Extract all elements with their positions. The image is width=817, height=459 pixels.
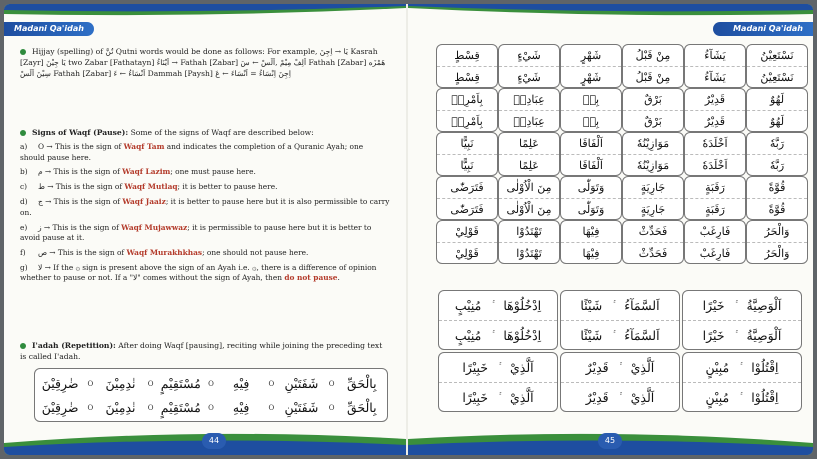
- page-number: 45: [598, 433, 622, 449]
- waqf-tam-sign: O: [268, 403, 275, 412]
- waqf-tam-sign: O: [87, 403, 94, 412]
- waqf-item: g) لا → If the ۞ sign is present above the sign of an Ayah i.e. ۞, there is a difference of opinion whether to pause or not. If a "لا" comes without the sign of Ayah, then do not pause.: [20, 262, 377, 283]
- waqf-tam-sign: O: [208, 403, 214, 412]
- bullet-icon: [20, 130, 26, 136]
- waqf-sign: [494, 363, 504, 372]
- phrase-cell: شَيْئًا اَلسَّمَآءُ شَيْئًا اَلسَّمَآءُ: [560, 290, 680, 350]
- waqf-sign: [735, 393, 745, 402]
- iadah-example-box: [34, 368, 388, 422]
- waqf-tam-sign: O: [328, 379, 335, 388]
- word-cell: يَشَآءُ يَشَآءُ: [684, 44, 746, 88]
- word-cell: قِسْطٍ قِسْطٍ: [436, 44, 498, 88]
- arabic-word: ضٰرِقِيْنَ: [41, 376, 79, 391]
- waqf-item: d) ج → This is the sign of Waqf Jaaiz; it is better to pause here but it is also permissible to carry on.: [20, 197, 390, 217]
- waqf-list: [20, 142, 390, 288]
- phrase-cell: قَدِيْرٌ اَلَّذِيْ قَدِيْرٌ اَلَّذِيْ: [560, 352, 680, 412]
- word-cell: نَبِيًّا نَبِيًّا: [436, 132, 498, 176]
- word-cell: قَدِيْرٌ قَدِيْرٌ: [684, 88, 746, 132]
- arabic-word: شَفَتَيْنِ: [284, 376, 319, 391]
- arabic-word: شَفَتَيْنِ: [284, 400, 319, 415]
- waqf-sign: [615, 363, 625, 372]
- waqf-tam-sign: O: [268, 379, 275, 388]
- phrase-cell: مُبِيْنٍ اِقْتُلُوْا مُبِيْنٍ اِقْتُلُوْا: [682, 352, 802, 412]
- waqf-item: b) م → This is the sign of Waqf Lazim; one must pause here.: [20, 167, 256, 177]
- word-cell: عَلِمًا عَلِمًا: [498, 132, 560, 176]
- word-cell: وَالْحَرُ وَالْحَرُ: [746, 220, 808, 264]
- word-cell: مَوَازِيْنُهٗ مَوَازِيْنُهٗ: [622, 132, 684, 176]
- arabic-word: مُسْتَقِيْمٍ: [160, 400, 201, 415]
- word-cell: جَارِيَةٍ جَارِيَةٍ: [622, 176, 684, 220]
- word-cell: تَهْتَدُوْا تَهْتَدُوْا: [498, 220, 560, 264]
- waqf-sign: [487, 301, 497, 310]
- word-cell: قُوَّةً قُوَّةً: [746, 176, 808, 220]
- word-cell: لَهُوٌ لَهُوٌ: [746, 88, 808, 132]
- word-cell: عِبَادِهٖ عِبَادِهٖ: [498, 88, 560, 132]
- waqf-sign: [735, 363, 745, 372]
- arabic-word: مُسْتَقِيْمٍ: [160, 376, 201, 391]
- word-cell: بَرْقٌ بَرْقٌ: [622, 88, 684, 132]
- waqf-sign: [608, 301, 618, 310]
- word-cell: فَتَرَضّٰى فَتَرَضّٰى: [436, 176, 498, 220]
- waqf-tam-sign: O: [147, 403, 154, 412]
- top-wave-decoration: [4, 4, 406, 22]
- waqf-item: e) ز → This is the sign of Waqf Mujawwaz; it is permissible to pause here but it is better to avoid pause at it.: [20, 222, 372, 243]
- bullet-icon: [20, 343, 26, 349]
- iadah-paragraph: I'adah (Repetition): After doing Waqf [pausing], reciting while joining the preceding text is called I'adah.: [20, 341, 383, 361]
- header-tab: Madani Qa'idah: [4, 22, 94, 36]
- arabic-word: ضٰرِقِيْنَ: [41, 400, 79, 415]
- word-cell: وَتَوَلّٰى وَتَوَلّٰى: [560, 176, 622, 220]
- phrase-cell: خَبِيْرًا اَلَّذِيْ خَبِيْرًا اَلَّذِيْ: [438, 352, 558, 412]
- waqf-tam-sign: O: [87, 379, 94, 388]
- left-page: [4, 4, 406, 455]
- phrase-cell: خَيْرًا اَلْوَصِيَّةُ خَيْرًا اَلْوَصِيَّةُ: [682, 290, 802, 350]
- waqf-sign: [608, 331, 618, 340]
- word-cell: فَحَدِّثْ فَحَدِّثْ: [622, 220, 684, 264]
- right-page: [408, 4, 813, 455]
- word-cell: مِنَ الْاُوْلٰى مِنَ الْاُوْلٰى: [498, 176, 560, 220]
- word-cell: رَبَّهٗ رَبَّهٗ: [746, 132, 808, 176]
- arabic-word: فِيْهِ: [232, 376, 250, 391]
- waqf-sign: [615, 393, 625, 402]
- waqf-sign: [731, 301, 741, 310]
- waqf-tam-sign: O: [208, 379, 214, 388]
- page-number: 44: [202, 433, 226, 449]
- word-cell: بِاَمْرِهٖ بِاَمْرِهٖ: [436, 88, 498, 132]
- waqf-heading: Signs of Waqf (Pause): Some of the signs of Waqf are described below:: [20, 127, 390, 138]
- word-cell: شَهْرٍ شَهْرٍ: [560, 44, 622, 88]
- top-wave-decoration: [408, 4, 813, 22]
- word-cell: مِنْ قَبْلُ مِنْ قَبْلُ: [622, 44, 684, 88]
- waqf-sign: [487, 331, 497, 340]
- header-tab: Madani Qa'idah: [713, 22, 813, 36]
- bullet-icon: [20, 49, 26, 55]
- phrase-cell: مُنِيْبٍ اِدْخُلُوْهَا مُنِيْبٍ اِدْخُلُوْهَا: [438, 290, 558, 350]
- arabic-word: نٰدِمِيْنَ: [105, 376, 136, 391]
- hijjay-paragraph: Hijjay (spelling) of تُنَّ Qutni words would be done as follows: For example, اِجِنَ‎ → يَا Kasrah [Zayr] يَا جِيْنَ two Zabar [Fathatayn] اَيْنَاءُ → Fathah [Zabar] اَلِفْ مِيْمْ ,اَلَسْ ← سَ Fathah [Zabar] هَمْزَه سِيْنَ اَلَسْ Fathah [Zabar] اَنْسَاءُ ← ءَ Dammah [Paysh] اِجِنَ اِنْسَاءُ = اَنْسَاءَ ← عَ: [20, 47, 386, 78]
- word-cell: نَسْتَعِيْنُ نَسْتَعِيْنُ: [746, 44, 808, 88]
- word-cell: بِهٖ بِهٖ: [560, 88, 622, 132]
- arabic-word: بِالْحَقِّ: [347, 400, 377, 415]
- word-cell: فَارِغَبْ فَارِغَبْ: [684, 220, 746, 264]
- word-cell: اَلْفَاقَا اَلْفَاقَا: [560, 132, 622, 176]
- arabic-word: فِيْهِ: [232, 400, 250, 415]
- word-cell: فِيْهَا فِيْهَا: [560, 220, 622, 264]
- waqf-tam-sign: O: [147, 379, 154, 388]
- waqf-item: c) ط → This is the sign of Waqf Mutlaq; it is better to pause here.: [20, 182, 278, 192]
- waqf-sign: [494, 393, 504, 402]
- word-cell: اَخْلَدَهٗ اَخْلَدَهٗ: [684, 132, 746, 176]
- arabic-word: نٰدِمِيْنَ: [105, 400, 136, 415]
- waqf-item: f) ص → This is the sign of Waqf Murakhkhas; one should not pause here.: [20, 247, 309, 257]
- word-cell: رَقَبَةٍ رَقَبَةٍ: [684, 176, 746, 220]
- arabic-word: بِالْحَقِّ: [347, 376, 377, 391]
- waqf-item: a) O → This is the sign of Waqf Tam and indicates the completion of a Quranic Ayah; one should pause here.: [20, 142, 364, 162]
- word-cell: شَيْءٍ شَيْءٍ: [498, 44, 560, 88]
- waqf-sign: [731, 331, 741, 340]
- word-cell: قَوْلِيْ قَوْلِيْ: [436, 220, 498, 264]
- waqf-tam-sign: O: [328, 403, 335, 412]
